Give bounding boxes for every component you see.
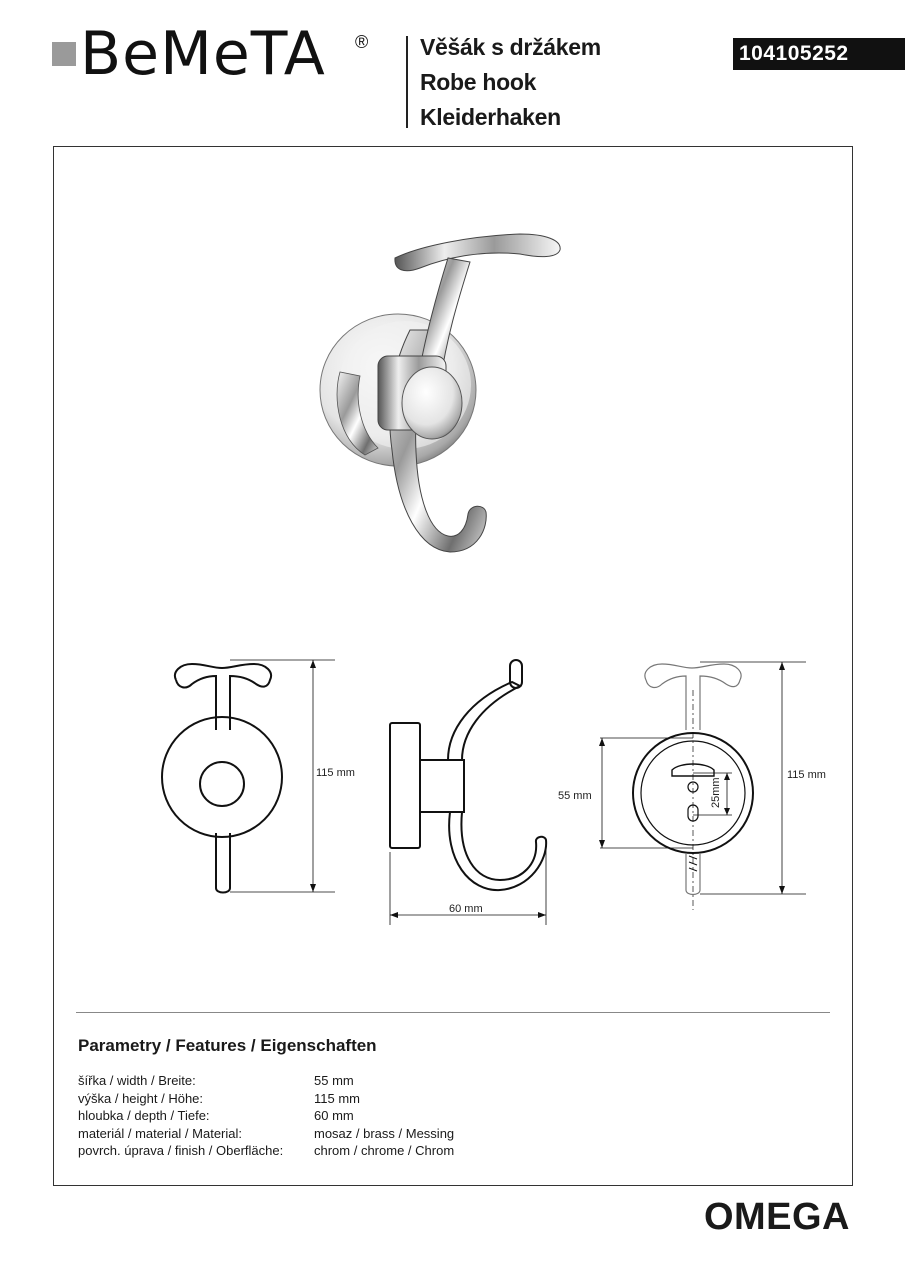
feature-value: mosaz / brass / Messing (314, 1125, 455, 1141)
back-hole-label: 25mm (710, 777, 722, 808)
feature-row (78, 1107, 578, 1125)
feature-value: 115 mm (314, 1090, 360, 1106)
product-code: 104105252 (733, 38, 905, 70)
feature-label: šířka / width / Breite: (78, 1073, 196, 1088)
title-en: Robe hook (420, 69, 537, 95)
brand-name: BeMeTA (80, 19, 326, 89)
feature-value: 60 mm (314, 1108, 354, 1123)
feature-row (78, 1125, 578, 1143)
feature-row (78, 1090, 578, 1108)
feature-row (78, 1142, 578, 1160)
registered-mark: ® (355, 32, 369, 52)
feature-label: materiál / material / Material: (78, 1125, 242, 1141)
section-divider (76, 1012, 830, 1013)
back-view (599, 662, 806, 910)
feature-value: 55 mm (314, 1073, 354, 1088)
front-height-label: 115 mm (316, 767, 355, 779)
back-height-label: 115 mm (787, 769, 826, 781)
back-width-label: 55 mm (558, 790, 592, 802)
features-title: Parametry / Features / Eigenschaften (78, 1036, 377, 1055)
title-cz: Věšák s držákem (420, 34, 601, 60)
series-name: OMEGA (703, 1196, 850, 1238)
side-view (390, 660, 546, 925)
feature-label: hloubka / depth / Tiefe: (78, 1108, 210, 1123)
features-table (78, 1072, 578, 1160)
title-de: Kleiderhaken (420, 104, 561, 130)
side-depth-label: 60 mm (449, 903, 483, 915)
product-photo (320, 234, 560, 552)
feature-value: chrom / chrome / Chrom (314, 1143, 455, 1158)
feature-label: výška / height / Höhe: (78, 1090, 204, 1106)
feature-row (78, 1072, 578, 1090)
front-view (162, 660, 335, 893)
feature-label: povrch. úprava / finish / Oberfläche: (78, 1143, 284, 1158)
